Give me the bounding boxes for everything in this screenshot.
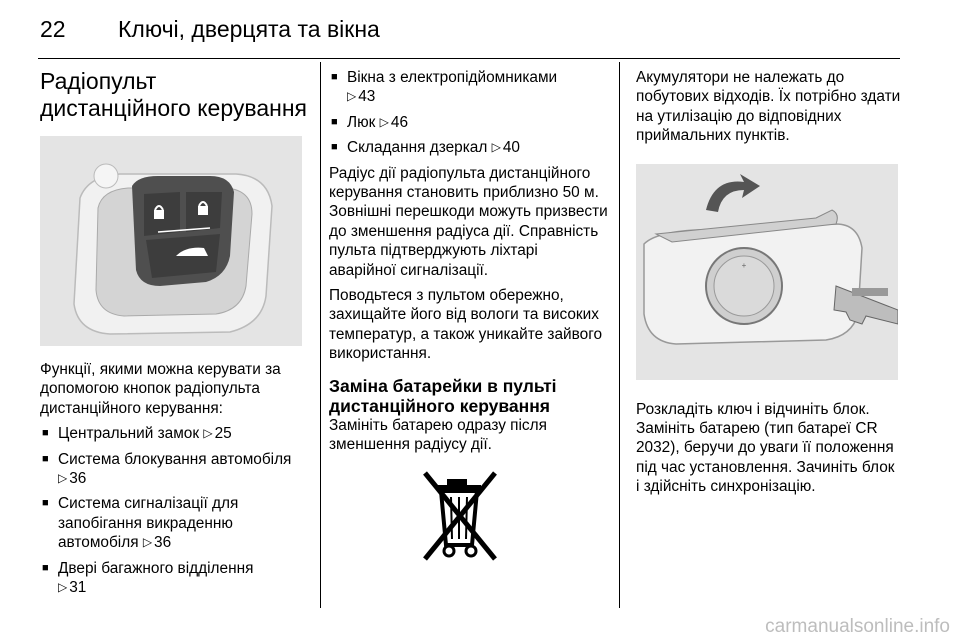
column-divider-left <box>320 62 321 608</box>
list-item <box>329 113 609 132</box>
column-divider-right <box>619 62 620 608</box>
list-item-text: Двері багажного відділення <box>58 559 254 577</box>
list-item-text: Складання дзеркал <box>347 139 488 157</box>
reference-arrow-icon: ▷ <box>347 89 357 104</box>
bullet-icon: ■ <box>42 497 49 510</box>
column-middle <box>329 68 609 565</box>
page-number: 22 <box>40 16 66 42</box>
header-rule <box>38 58 900 59</box>
page-reference: 25 <box>214 425 232 443</box>
range-paragraph: Радіус дії радіопульта дистанційного керування становить приблизно 50 м. Зовнішні перешкоди можуть призвести до зменшення радіуса дії. Справність пульта підтверджують ліхтарі аварійної сигналізації. <box>329 164 608 279</box>
reference-arrow-icon: ▷ <box>379 114 389 129</box>
page-reference: 40 <box>502 139 520 157</box>
bullet-icon: ■ <box>331 141 338 154</box>
battery-replacement-illustration <box>636 164 898 380</box>
column-right <box>636 68 902 503</box>
list-item-text: Система сигналізації для запобігання викраденню автомобіля <box>58 495 239 552</box>
list-item-text: Система блокування автомобіля <box>58 450 292 468</box>
reference-arrow-icon: ▷ <box>58 580 68 595</box>
list-item <box>40 450 308 489</box>
list-item <box>40 559 308 598</box>
instructions-paragraph: Розкладіть ключ і відчиніть блок. Замініть батарею (тип батареї CR 2032), беручи до уваги її положення під час установлення. Зачиніть блок і здійсніть синхронізацію. <box>636 400 895 496</box>
page-reference: 31 <box>69 579 87 597</box>
page-header-title: Ключі, дверцята та вікна <box>118 16 380 42</box>
page-reference: 43 <box>358 88 376 106</box>
disposal-paragraph: Акумулятори не належать до побутових відходів. Їх потрібно здати на утилізацію до відповідних приймальних пунктів. <box>636 69 901 145</box>
feature-list <box>40 424 308 597</box>
page-reference: 36 <box>69 470 87 488</box>
section-title-line2: дистанційного керування <box>40 95 307 121</box>
page-reference: 46 <box>390 113 409 131</box>
feature-list-continued <box>329 68 609 158</box>
section-title <box>40 68 308 122</box>
column-left <box>40 68 308 603</box>
svg-text:+: + <box>741 260 747 270</box>
reference-arrow-icon: ▷ <box>58 471 68 486</box>
care-paragraph: Поводьтеся з пультом обережно, захищайте його від вологи та високих температур, а також уникайте зайвого використання. <box>329 287 603 363</box>
bullet-icon: ■ <box>42 427 49 440</box>
bullet-icon: ■ <box>331 115 338 128</box>
page-reference: 36 <box>154 534 172 552</box>
list-item <box>329 68 609 107</box>
reference-arrow-icon: ▷ <box>142 535 153 550</box>
subsection-title-line2: дистанційного керування <box>329 395 551 416</box>
intro-paragraph: Функції, якими можна керувати за допомогою кнопок радіопульта дистанційного керування: <box>40 361 281 417</box>
bullet-icon: ■ <box>42 452 49 465</box>
subsection-title-line1: Заміна батарейки в пульті <box>329 375 557 396</box>
reference-arrow-icon: ▷ <box>491 140 501 155</box>
list-item-text: Люк <box>347 113 376 131</box>
crossed-bin-icon <box>417 469 505 565</box>
list-item-text: Центральний замок <box>58 425 200 443</box>
list-item <box>329 138 609 157</box>
reference-arrow-icon: ▷ <box>203 426 213 441</box>
list-item <box>40 424 308 443</box>
bullet-icon: ■ <box>42 561 49 574</box>
subsection-title <box>329 376 609 416</box>
remote-key-illustration <box>40 136 302 346</box>
list-item-text: Вікна з електропідйомниками <box>347 69 558 86</box>
section-title-line1: Радіопульт <box>40 68 157 94</box>
watermark: carmanualsonline.info <box>765 616 950 637</box>
battery-replace-paragraph: Замініть батарею одразу після зменшення радіусу дії. <box>329 416 547 454</box>
list-item <box>40 494 308 552</box>
bullet-icon: ■ <box>331 71 338 83</box>
